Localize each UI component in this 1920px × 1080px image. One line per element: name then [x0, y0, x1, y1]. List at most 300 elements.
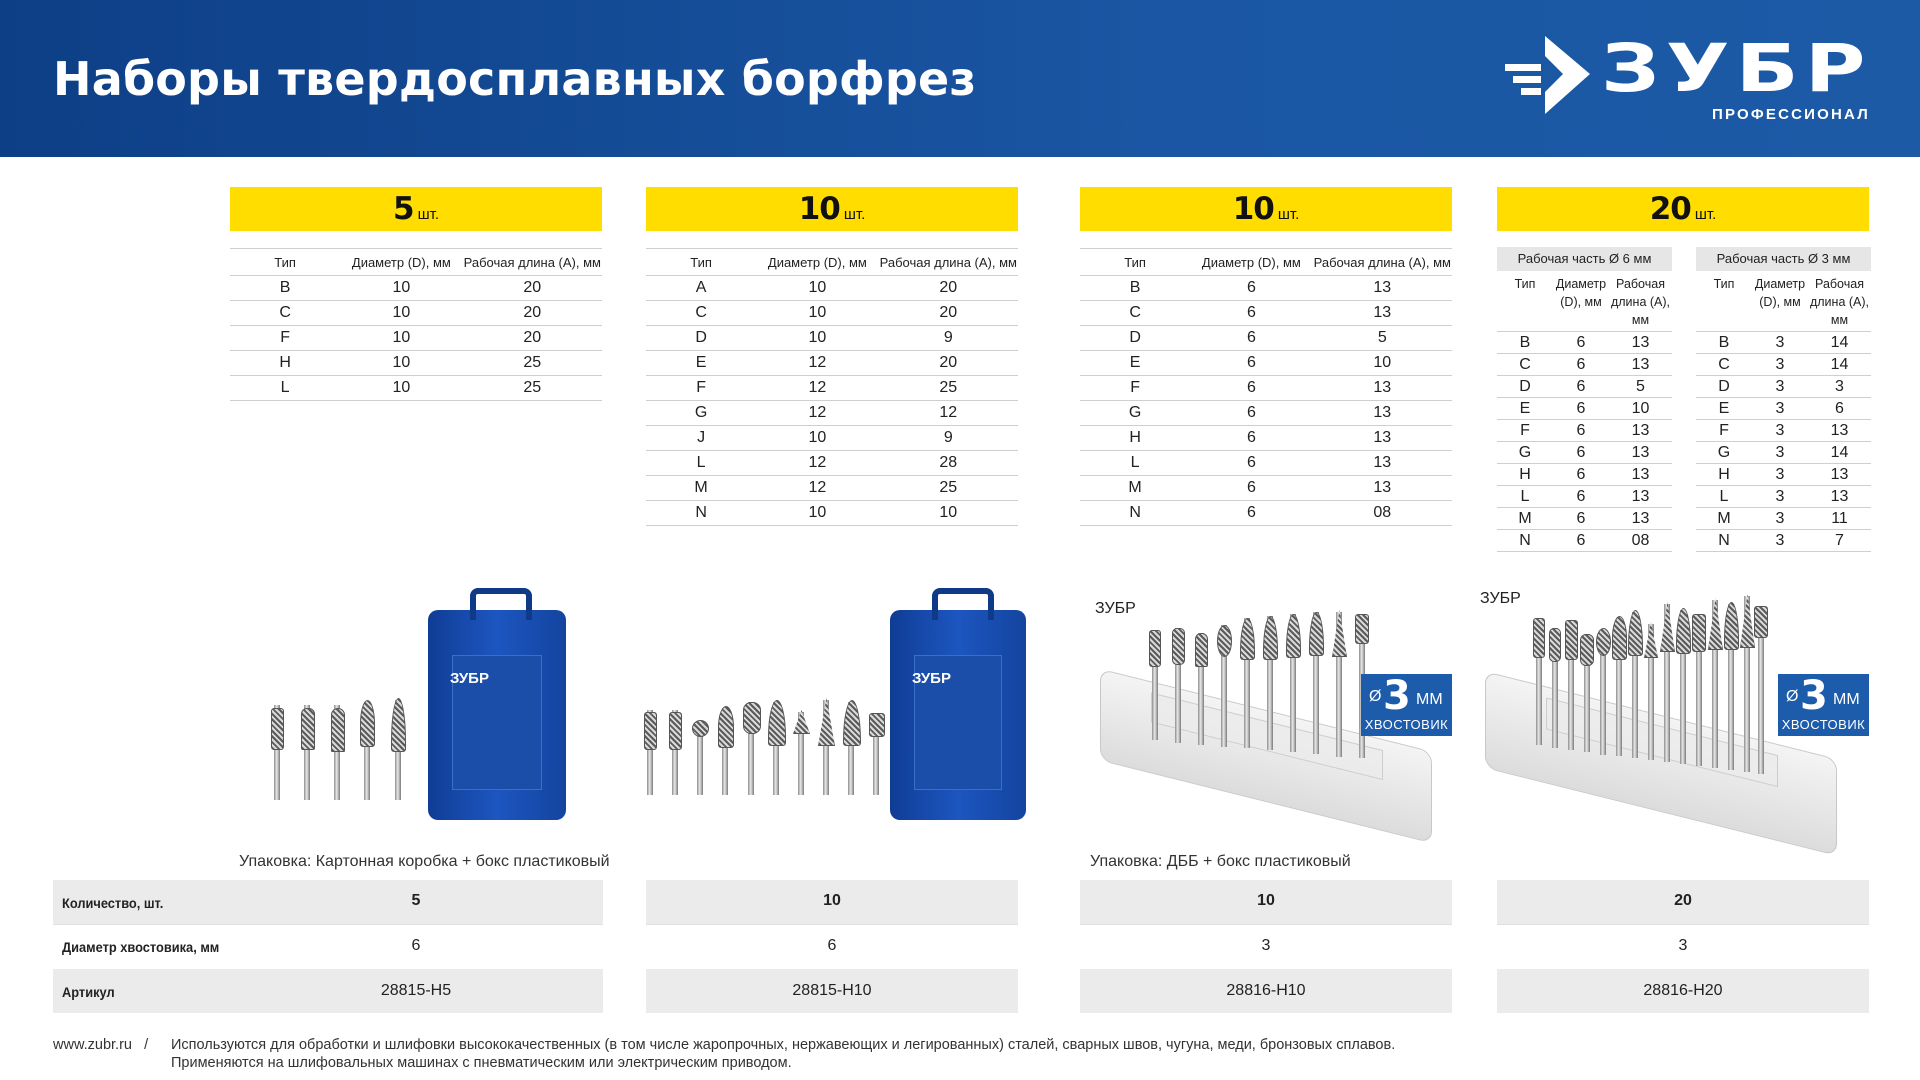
diameter-symbol: Ø — [1786, 688, 1799, 705]
col-header: Рабочая длина (А), мм — [879, 249, 1018, 276]
blue-case — [428, 610, 566, 820]
set-count-banner — [646, 187, 1018, 231]
table-cell: L — [1497, 486, 1553, 508]
shank-badge — [1361, 674, 1452, 736]
set-table-2 — [646, 187, 1018, 526]
table-cell: 13 — [1313, 426, 1452, 451]
table-cell: H — [1696, 464, 1752, 486]
table-row — [1080, 401, 1452, 426]
table-row — [1696, 486, 1871, 508]
table-cell: 13 — [1808, 464, 1871, 486]
table-row — [646, 401, 1018, 426]
burr-head — [1217, 625, 1232, 657]
shank-unit: ММ — [1416, 691, 1443, 708]
table-row — [230, 326, 602, 351]
table-row — [1696, 464, 1871, 486]
case-handle — [470, 588, 532, 620]
table-cell: 14 — [1808, 442, 1871, 464]
sub-table-3mm — [1696, 247, 1871, 552]
col-header: Диаметр (D), мм — [1553, 271, 1609, 332]
table-cell: G — [646, 401, 756, 426]
table-cell: 10 — [340, 301, 462, 326]
table-cell: 13 — [1808, 486, 1871, 508]
burr-head — [1240, 618, 1255, 660]
table-cell: B — [1080, 276, 1190, 301]
footer-separator: / — [144, 1037, 149, 1053]
table-cell: 13 — [1609, 442, 1672, 464]
table-cell: 9 — [879, 326, 1018, 351]
table-cell: 12 — [756, 401, 878, 426]
site-link[interactable]: www.zubr.ru — [53, 1037, 132, 1053]
table-cell: 3 — [1752, 464, 1808, 486]
burr-head — [1596, 628, 1611, 656]
set-count: 10 — [798, 191, 840, 227]
table-cell: C — [1497, 354, 1553, 376]
table-cell: 10 — [340, 376, 462, 401]
table-cell: 12 — [756, 476, 878, 501]
table-row — [646, 451, 1018, 476]
set-unit: шт. — [1694, 206, 1717, 223]
burr-head — [1628, 610, 1643, 656]
table-cell: 6 — [1190, 376, 1312, 401]
product-image-set-1 — [260, 590, 590, 820]
col-header: Тип — [230, 249, 340, 276]
col-header: Рабочая длина (А), мм — [1609, 271, 1672, 332]
zubr-logo — [1505, 30, 1872, 131]
set-count-banner — [1080, 187, 1452, 231]
table-cell: M — [1696, 508, 1752, 530]
table-cell: D — [1080, 326, 1190, 351]
spec-rows — [646, 276, 1018, 526]
table-row — [1696, 530, 1871, 552]
product-image-set-2 — [640, 590, 1030, 820]
table-row — [1497, 464, 1672, 486]
table-cell: 6 — [1553, 464, 1609, 486]
table-cell: G — [1696, 442, 1752, 464]
burr-head — [1565, 620, 1578, 660]
shank-diameter-value: 3 — [1261, 937, 1271, 954]
table-cell: 3 — [1752, 420, 1808, 442]
summary-label-article: Артикул — [62, 985, 115, 1000]
table-cell: N — [1696, 530, 1752, 552]
table-cell: M — [1080, 476, 1190, 501]
table-cell: 6 — [1190, 276, 1312, 301]
burr-head — [271, 708, 284, 750]
col-header: Тип — [1696, 271, 1752, 332]
table-cell: B — [230, 276, 340, 301]
table-row — [1696, 376, 1871, 398]
table-row — [1080, 276, 1452, 301]
table-cell: N — [1497, 530, 1553, 552]
col-header: Рабочая длина (А), мм — [1313, 249, 1452, 276]
table-cell: D — [1696, 376, 1752, 398]
table-cell: 20 — [879, 351, 1018, 376]
footer-site[interactable] — [53, 1036, 148, 1054]
table-row — [1497, 486, 1672, 508]
table-cell: G — [1497, 442, 1553, 464]
table-row — [1497, 442, 1672, 464]
summary-label-shank: Диаметр хвостовика, мм — [62, 940, 220, 955]
arrow-logo-icon — [1505, 36, 1595, 116]
table-row — [230, 376, 602, 401]
table-cell: 13 — [1609, 464, 1672, 486]
table-cell: M — [1497, 508, 1553, 530]
table-cell: 10 — [879, 501, 1018, 526]
shank-label: ХВОСТОВИК — [1781, 717, 1866, 732]
table-cell: 25 — [463, 351, 602, 376]
article-value: 28815-H5 — [380, 982, 452, 999]
burr-head — [331, 708, 345, 752]
table-cell: 20 — [463, 326, 602, 351]
table-cell: 3 — [1752, 332, 1808, 354]
shank-diameter-value: 3 — [1678, 937, 1688, 954]
col-header: Рабочая длина (А), мм — [463, 249, 602, 276]
blue-case — [890, 610, 1026, 820]
table-cell: 10 — [1313, 351, 1452, 376]
table-cell: 20 — [879, 276, 1018, 301]
table-cell: 10 — [756, 301, 878, 326]
table-row — [1497, 508, 1672, 530]
burr-head — [644, 712, 657, 750]
table-cell: 08 — [1313, 501, 1452, 526]
table-cell: 13 — [1313, 301, 1452, 326]
table-row — [646, 301, 1018, 326]
table-cell: 25 — [879, 376, 1018, 401]
spec-rows — [1696, 332, 1871, 552]
table-cell: N — [1080, 501, 1190, 526]
article-value: 28815-H10 — [792, 982, 872, 999]
table-cell: A — [646, 276, 756, 301]
table-cell: D — [646, 326, 756, 351]
table-cell: 6 — [1190, 326, 1312, 351]
table-cell: 5 — [1313, 326, 1452, 351]
shank-value: 3 — [1800, 673, 1828, 719]
table-row — [646, 351, 1018, 376]
table-cell: H — [1497, 464, 1553, 486]
set-count-banner — [1497, 187, 1869, 231]
set-unit: шт. — [843, 206, 866, 223]
table-row — [1080, 301, 1452, 326]
table-cell: 13 — [1313, 276, 1452, 301]
col-header: Тип — [646, 249, 756, 276]
table-cell: 25 — [463, 376, 602, 401]
table-cell: E — [1696, 398, 1752, 420]
table-cell: F — [1080, 376, 1190, 401]
burr-head — [1195, 633, 1208, 667]
table-cell: 6 — [1553, 398, 1609, 420]
col-header: Рабочая длина (А), мм — [1808, 271, 1871, 332]
table-cell: 7 — [1808, 530, 1871, 552]
table-cell: 6 — [1190, 351, 1312, 376]
table-cell: 14 — [1808, 332, 1871, 354]
tray-logo: ЗУБР — [1095, 600, 1136, 617]
table-cell: 3 — [1752, 508, 1808, 530]
table-cell: F — [230, 326, 340, 351]
table-row — [1080, 476, 1452, 501]
table-cell: B — [1696, 332, 1752, 354]
table-cell: E — [1497, 398, 1553, 420]
table-cell: 3 — [1752, 442, 1808, 464]
table-cell: 14 — [1808, 354, 1871, 376]
table-cell: 10 — [756, 276, 878, 301]
sub-table-6mm — [1497, 247, 1672, 552]
shank-value: 3 — [1383, 673, 1411, 719]
table-cell: H — [230, 351, 340, 376]
table-row — [1080, 351, 1452, 376]
burr-head — [818, 698, 835, 746]
table-cell: 6 — [1190, 401, 1312, 426]
table-row — [646, 426, 1018, 451]
table-cell: L — [1696, 486, 1752, 508]
sub-table-caption: Рабочая часть Ø 6 мм — [1497, 247, 1672, 271]
burr-head — [1286, 614, 1301, 658]
case-brand: ЗУБР — [912, 670, 951, 687]
table-cell: C — [646, 301, 756, 326]
quantity-value: 10 — [1257, 892, 1275, 909]
shank-diameter-value: 6 — [411, 937, 421, 954]
table-row — [1696, 420, 1871, 442]
table-cell: 12 — [879, 401, 1018, 426]
spec-table — [230, 248, 602, 401]
burr-head — [1754, 606, 1768, 638]
burr-head — [1355, 614, 1369, 644]
burr-head — [1533, 618, 1545, 658]
table-cell: B — [1497, 332, 1553, 354]
table-row — [1696, 508, 1871, 530]
table-cell: 6 — [1553, 486, 1609, 508]
table-cell: C — [1696, 354, 1752, 376]
set-count-banner — [230, 187, 602, 231]
table-row — [1497, 398, 1672, 420]
table-row — [1080, 326, 1452, 351]
table-cell: 20 — [463, 301, 602, 326]
table-cell: 10 — [756, 426, 878, 451]
table-row — [1696, 332, 1871, 354]
page-title: Наборы твердосплавных борфрез — [53, 52, 977, 106]
col-header: Диаметр (D), мм — [1752, 271, 1808, 332]
spec-table — [646, 248, 1018, 526]
table-cell: M — [646, 476, 756, 501]
table-cell: 6 — [1553, 420, 1609, 442]
burr-head — [1309, 612, 1324, 656]
table-cell: C — [1080, 301, 1190, 326]
table-cell: 13 — [1609, 420, 1672, 442]
set-table-4 — [1497, 187, 1869, 231]
table-cell: 28 — [879, 451, 1018, 476]
table-cell: 08 — [1609, 530, 1672, 552]
col-header: Диаметр (D), мм — [756, 249, 878, 276]
table-cell: 3 — [1752, 530, 1808, 552]
burr-head — [1724, 602, 1739, 650]
table-cell: 12 — [756, 451, 878, 476]
table-cell: 13 — [1313, 376, 1452, 401]
table-cell: L — [1080, 451, 1190, 476]
spec-rows — [1080, 276, 1452, 526]
burr-head — [1644, 622, 1658, 658]
table-cell: 3 — [1752, 398, 1808, 420]
table-cell: 5 — [1609, 376, 1672, 398]
table-cell: 13 — [1808, 420, 1871, 442]
set-count: 5 — [393, 191, 414, 227]
burr-head — [718, 706, 734, 748]
table-cell: 6 — [1808, 398, 1871, 420]
table-cell: N — [646, 501, 756, 526]
table-cell: 6 — [1553, 354, 1609, 376]
article-value: 28816-H10 — [1226, 982, 1306, 999]
table-row — [1497, 530, 1672, 552]
col-header: Диаметр (D), мм — [1190, 249, 1312, 276]
table-cell: 3 — [1752, 486, 1808, 508]
burr-head — [692, 720, 709, 737]
shank-badge — [1778, 674, 1869, 736]
table-cell: J — [646, 426, 756, 451]
table-cell: L — [230, 376, 340, 401]
burr-head — [793, 710, 810, 734]
table-row — [1080, 451, 1452, 476]
table-row — [646, 326, 1018, 351]
table-row — [1080, 426, 1452, 451]
table-cell: 6 — [1190, 451, 1312, 476]
table-cell: 13 — [1313, 476, 1452, 501]
set-table-3 — [1080, 187, 1452, 526]
table-row — [1497, 332, 1672, 354]
table-cell: 3 — [1752, 376, 1808, 398]
table-cell: E — [646, 351, 756, 376]
set-unit: шт. — [1277, 206, 1300, 223]
shank-unit: ММ — [1833, 691, 1860, 708]
quantity-value: 20 — [1674, 892, 1692, 909]
table-row — [1497, 376, 1672, 398]
burr-head — [1263, 616, 1278, 660]
table-cell: 3 — [1752, 354, 1808, 376]
table-row — [646, 276, 1018, 301]
footer-line-1: Используются для обработки и шлифовки высококачественных (в том числе жаропрочных, нержавеющих и легированных) сталей, сварных швов, чугуна, меди, бронзовых сплавов. — [171, 1037, 1396, 1053]
table-cell: 20 — [879, 301, 1018, 326]
table-row — [1696, 442, 1871, 464]
table-cell: F — [1696, 420, 1752, 442]
burr-head — [768, 700, 786, 746]
table-row — [646, 376, 1018, 401]
table-cell: 6 — [1553, 530, 1609, 552]
table-cell: 13 — [1313, 401, 1452, 426]
table-row — [1497, 420, 1672, 442]
table-cell: 12 — [756, 376, 878, 401]
table-row — [230, 351, 602, 376]
col-header: Тип — [1497, 271, 1553, 332]
table-cell: 10 — [1609, 398, 1672, 420]
article-value: 28816-H20 — [1643, 982, 1723, 999]
table-cell: 13 — [1609, 354, 1672, 376]
spec-table — [1080, 248, 1452, 526]
packaging-note-2: Упаковка: ДББ + бокс пластиковый — [1090, 853, 1351, 870]
table-cell: 6 — [1190, 426, 1312, 451]
table-cell: 10 — [756, 501, 878, 526]
burr-head — [360, 700, 375, 747]
spec-rows — [1497, 332, 1672, 552]
burr-head — [1612, 616, 1627, 660]
header-banner — [0, 0, 1920, 157]
table-cell: H — [1080, 426, 1190, 451]
set-unit: шт. — [417, 206, 439, 223]
table-cell: 13 — [1609, 486, 1672, 508]
burr-head — [1660, 602, 1675, 652]
table-cell: 13 — [1313, 451, 1452, 476]
table-cell: 6 — [1190, 501, 1312, 526]
table-cell: 3 — [1808, 376, 1871, 398]
footer-text — [171, 1036, 1395, 1072]
table-row — [1080, 376, 1452, 401]
table-row — [646, 501, 1018, 526]
quantity-value: 10 — [823, 892, 841, 909]
table-row — [1696, 398, 1871, 420]
burr-head — [743, 702, 761, 734]
burr-head — [301, 708, 315, 750]
col-header: Тип — [1080, 249, 1190, 276]
shank-diameter-value: 6 — [827, 937, 837, 954]
set-count: 10 — [1232, 191, 1274, 227]
table-cell: 6 — [1190, 476, 1312, 501]
burr-head — [1676, 608, 1691, 654]
table-cell: 25 — [879, 476, 1018, 501]
table-cell: 10 — [756, 326, 878, 351]
diameter-symbol: Ø — [1369, 688, 1382, 705]
set-table-1 — [230, 187, 602, 401]
table-row — [646, 476, 1018, 501]
table-cell: 10 — [340, 351, 462, 376]
table-cell: 10 — [340, 276, 462, 301]
case-brand: ЗУБР — [450, 670, 489, 687]
brand-wordmark: ЗУБР — [1601, 30, 1872, 107]
brand-subtitle: ПРОФЕССИОНАЛ — [1712, 106, 1870, 123]
spec-rows — [230, 276, 602, 401]
burr-head — [1692, 614, 1706, 652]
table-cell: 9 — [879, 426, 1018, 451]
table-row — [230, 276, 602, 301]
shank-label: ХВОСТОВИК — [1364, 717, 1449, 732]
table-cell: 11 — [1808, 508, 1871, 530]
table-cell: 6 — [1553, 332, 1609, 354]
table-row — [1080, 501, 1452, 526]
case-handle — [932, 588, 994, 620]
table-cell: F — [646, 376, 756, 401]
table-cell: G — [1080, 401, 1190, 426]
quantity-value: 5 — [411, 892, 421, 909]
table-row — [230, 301, 602, 326]
summary-label-quantity: Количество, шт. — [62, 896, 164, 911]
tray-logo: ЗУБР — [1480, 590, 1521, 607]
sub-table-caption: Рабочая часть Ø 3 мм — [1696, 247, 1871, 271]
footer-line-2: Применяются на шлифовальных машинах с пневматическим или электрическим приводом. — [171, 1055, 792, 1071]
packaging-note-1: Упаковка: Картонная коробка + бокс пластиковый — [239, 853, 610, 870]
burr-head — [1149, 630, 1161, 667]
table-cell: C — [230, 301, 340, 326]
table-cell: 13 — [1609, 508, 1672, 530]
burr-head — [1580, 634, 1594, 666]
burr-head — [391, 698, 406, 752]
table-cell: 6 — [1553, 442, 1609, 464]
table-cell: 13 — [1609, 332, 1672, 354]
burr-head — [1172, 628, 1185, 665]
table-cell: D — [1497, 376, 1553, 398]
table-cell: 6 — [1553, 376, 1609, 398]
table-cell: 10 — [340, 326, 462, 351]
burr-head — [1549, 628, 1561, 662]
burr-head — [843, 700, 861, 746]
table-cell: E — [1080, 351, 1190, 376]
table-cell: L — [646, 451, 756, 476]
set-count: 20 — [1649, 191, 1691, 227]
burr-head — [869, 713, 885, 737]
